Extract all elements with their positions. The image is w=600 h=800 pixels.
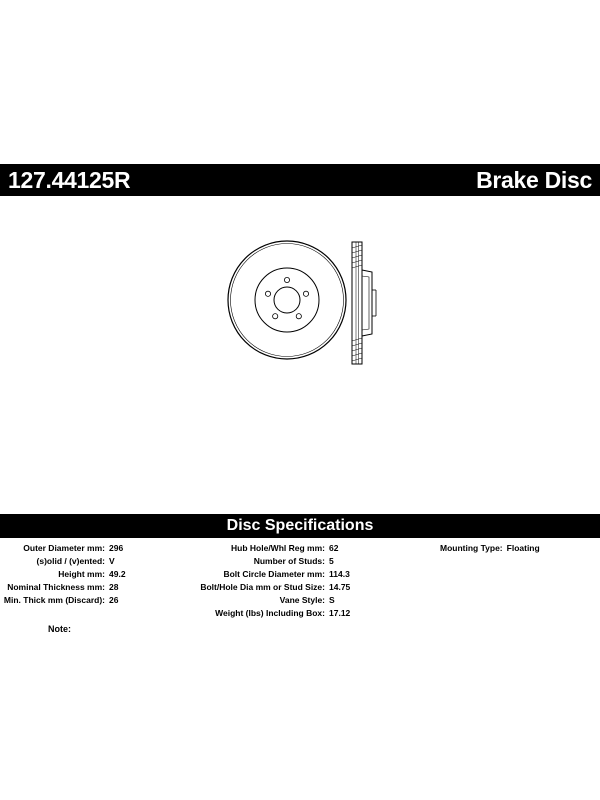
spec-label: Outer Diameter mm: bbox=[23, 543, 105, 553]
stud-hole bbox=[265, 291, 270, 296]
outer-rim-circle bbox=[228, 241, 346, 359]
stud-hole bbox=[303, 291, 308, 296]
stud-hole bbox=[284, 277, 289, 282]
spec-value: 28 bbox=[109, 582, 119, 592]
spec-label: Height mm: bbox=[58, 569, 105, 579]
spec-row bbox=[190, 594, 350, 607]
note-label: Note: bbox=[48, 624, 71, 634]
brake-disc-drawing bbox=[220, 236, 390, 368]
spec-row bbox=[190, 568, 350, 581]
spec-row bbox=[0, 594, 126, 607]
spec-column-1 bbox=[0, 542, 126, 607]
spec-row bbox=[190, 555, 350, 568]
section-title: Disc Specifications bbox=[226, 517, 374, 534]
spec-column-2 bbox=[190, 542, 350, 620]
spec-value: 26 bbox=[109, 595, 119, 605]
spec-value: 296 bbox=[109, 543, 124, 553]
spec-value: S bbox=[329, 595, 335, 605]
disc-front-view bbox=[228, 241, 346, 359]
spec-label: Bolt/Hole Dia mm or Stud Size: bbox=[200, 582, 325, 592]
spec-row bbox=[190, 542, 350, 555]
product-type: Brake Disc bbox=[476, 167, 592, 193]
stud-hole bbox=[273, 314, 278, 319]
stud-hole bbox=[296, 314, 301, 319]
spec-label: Mounting Type: bbox=[440, 543, 503, 553]
hat-profile bbox=[362, 270, 372, 336]
inner-rim-circle bbox=[231, 244, 344, 357]
spec-value: 62 bbox=[329, 543, 339, 553]
spec-value: 114.3 bbox=[329, 569, 350, 579]
spec-label: Hub Hole/Whl Reg mm: bbox=[231, 543, 325, 553]
spec-row bbox=[0, 568, 126, 581]
spec-value: 49.2 bbox=[109, 569, 126, 579]
title-bar bbox=[0, 164, 600, 196]
spec-label: Number of Studs: bbox=[253, 556, 325, 566]
spec-value: 5 bbox=[329, 556, 334, 566]
spec-row bbox=[0, 581, 126, 594]
spec-value: 17.12 bbox=[329, 608, 351, 618]
center-bore-circle bbox=[274, 287, 300, 313]
spec-label: Min. Thick mm (Discard): bbox=[3, 595, 105, 605]
spec-value: V bbox=[109, 556, 115, 566]
spec-column-3 bbox=[440, 542, 540, 555]
spec-row bbox=[190, 581, 350, 594]
spec-row bbox=[190, 607, 350, 620]
spec-label: Weight (lbs) Including Box: bbox=[215, 608, 325, 618]
spec-label: Nominal Thickness mm: bbox=[7, 582, 105, 592]
spec-value: 14.75 bbox=[329, 582, 351, 592]
section-header bbox=[0, 514, 600, 538]
spec-label: (s)olid / (v)ented: bbox=[36, 556, 105, 566]
spec-label: Bolt Circle Diameter mm: bbox=[223, 569, 325, 579]
spec-label: Vane Style: bbox=[279, 595, 325, 605]
spec-row bbox=[440, 542, 540, 555]
part-number: 127.44125R bbox=[8, 167, 131, 193]
spec-row bbox=[0, 555, 126, 568]
vane-hatching bbox=[352, 245, 362, 361]
disc-side-view bbox=[352, 242, 376, 364]
spec-row bbox=[0, 542, 126, 555]
spec-value: Floating bbox=[506, 543, 540, 553]
